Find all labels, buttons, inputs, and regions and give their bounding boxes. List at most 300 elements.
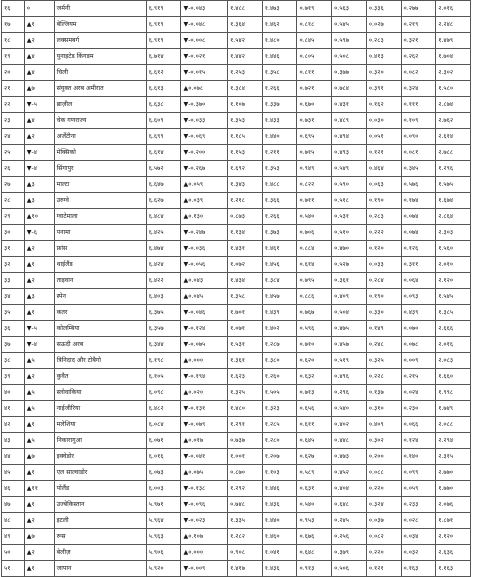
gdp-cell: ०.९०८ — [228, 545, 263, 561]
rank-cell: ५० — [2, 545, 25, 561]
generosity-cell: ०.०८८ — [366, 465, 401, 481]
generosity-cell: ०.२२२ — [366, 225, 401, 241]
gdp-cell: १.१०७ — [228, 97, 263, 113]
generosity-cell: ०.१६२ — [366, 97, 401, 113]
table-row — [2, 433, 471, 449]
country-name-cell: इक्वेडोर — [54, 449, 146, 465]
health-cell: ०.८८६ — [297, 289, 332, 305]
rank-change-cell: ▲१ — [24, 561, 54, 577]
score-change-cell: ▲०.०७५ — [181, 465, 228, 481]
freedom-cell: ०.४०९ — [332, 289, 367, 305]
social-support-cell: १.४३३ — [262, 113, 297, 129]
country-name-cell: सिंगापुर — [54, 161, 146, 177]
social-support-cell: १.५०५ — [262, 385, 297, 401]
generosity-cell: ०.३३६ — [366, 1, 401, 17]
score-change-cell: ▼-०.०४८ — [181, 17, 228, 33]
score-cell: ६.६१३ — [146, 81, 181, 97]
score-change-cell: ▼-०.००९ — [181, 561, 228, 577]
generosity-cell: ०.३३० — [366, 305, 401, 321]
table-row — [2, 305, 471, 321]
score-change-cell: ▼-०.२४७ — [181, 225, 228, 241]
rank-cell: २९ — [2, 209, 25, 225]
social-support-cell: १.२११ — [262, 145, 297, 161]
score-change-cell: ▼-०.०२१ — [181, 49, 228, 65]
social-support-cell: १.४६० — [262, 529, 297, 545]
table-row — [2, 81, 471, 97]
score-change-cell: ▼-०.०७५ — [181, 337, 228, 353]
country-name-cell: एल साल्वाडोर — [54, 465, 146, 481]
rank-change-cell: ▲५ — [24, 385, 54, 401]
rank-cell: ३८ — [2, 353, 25, 369]
generosity-cell: ०.३१० — [366, 401, 401, 417]
dystopia-cell: १.६६० — [436, 369, 471, 385]
health-cell: ०.६४५ — [297, 433, 332, 449]
generosity-cell: ०.०६३ — [366, 177, 401, 193]
dystopia-cell: २.१२० — [436, 273, 471, 289]
score-change-cell: ▲०.१३० — [181, 209, 228, 225]
social-support-cell: १.४४० — [262, 129, 297, 145]
health-cell: ०.८११ — [297, 65, 332, 81]
social-support-cell: १.२६६ — [262, 81, 297, 97]
social-support-cell: १.४८० — [262, 33, 297, 49]
rank-change-cell: ▼-५ — [24, 321, 54, 337]
rank-cell: २७ — [2, 177, 25, 193]
table-row — [2, 129, 471, 145]
health-cell: ०.६७६ — [297, 529, 332, 545]
rank-change-cell: ▲३ — [24, 177, 54, 193]
health-cell: ०.९४९ — [297, 161, 332, 177]
corruption-cell: ०.०७४ — [401, 209, 436, 225]
table-row — [2, 481, 471, 497]
dystopia-cell: २.७८८ — [436, 145, 471, 161]
score-change-cell: ▲०.१०७ — [181, 529, 228, 545]
dystopia-cell: १.५६० — [436, 241, 471, 257]
gdp-cell: १.६२३ — [228, 369, 263, 385]
rank-cell: २३ — [2, 113, 25, 129]
country-name-cell: चेक गणराज्य — [54, 113, 146, 129]
score-change-cell: ▼-०.२०० — [181, 145, 228, 161]
social-support-cell: १.१०३ — [262, 465, 297, 481]
health-cell: ०.५८९ — [297, 465, 332, 481]
table-row — [2, 417, 471, 433]
social-support-cell: १.४३९ — [262, 305, 297, 321]
freedom-cell: ०.४०४ — [332, 481, 367, 497]
dystopia-cell: २.१२० — [436, 529, 471, 545]
dystopia-cell: २.०१६ — [436, 337, 471, 353]
social-support-cell: १.४०२ — [262, 321, 297, 337]
health-cell: ०.५४० — [297, 497, 332, 513]
score-cell: ५.९७१ — [146, 497, 181, 513]
gdp-cell: १.४३४ — [228, 273, 263, 289]
dystopia-cell: २.०७६ — [436, 497, 471, 513]
dystopia-cell: २.८६४ — [436, 209, 471, 225]
gdp-cell: १.०७२ — [228, 257, 263, 273]
rank-change-cell: ▲५ — [24, 353, 54, 369]
table-row — [2, 289, 471, 305]
rank-change-cell: ▲१ — [24, 497, 54, 513]
rank-change-cell: ▲१ — [24, 17, 54, 33]
freedom-cell: ०.२९६ — [332, 385, 367, 401]
score-change-cell: ▼-०.०४६ — [181, 305, 228, 321]
freedom-cell: ०.४७० — [332, 241, 367, 257]
score-cell: ६.०७१ — [146, 433, 181, 449]
rank-change-cell: ▼-४ — [24, 145, 54, 161]
country-name-cell: थाईलैंड — [54, 257, 146, 273]
table-row — [2, 353, 471, 369]
score-cell: ६.६३८ — [146, 97, 181, 113]
social-support-cell: १.४४६ — [262, 49, 297, 65]
generosity-cell: ०.३२५ — [366, 353, 401, 369]
freedom-cell: ०.२४५ — [332, 513, 367, 529]
dystopia-cell: २.२९४ — [436, 433, 471, 449]
freedom-cell: ०.५९० — [332, 177, 367, 193]
social-support-cell: १.२८७ — [262, 337, 297, 353]
health-cell: ०.७२१ — [297, 81, 332, 97]
country-name-cell: कुवैत — [54, 369, 146, 385]
country-name-cell: ब्राज़ील — [54, 97, 146, 113]
corruption-cell: ०.१०९ — [401, 113, 436, 129]
table-body — [2, 1, 471, 577]
social-support-cell: १.३२३ — [262, 401, 297, 417]
generosity-cell: ०.०३३ — [366, 257, 401, 273]
score-cell: ६.९१९ — [146, 17, 181, 33]
social-support-cell: १.२६६ — [262, 209, 297, 225]
health-cell: ०.६३२ — [297, 369, 332, 385]
table-row — [2, 545, 471, 561]
table-row — [2, 145, 471, 161]
country-name-cell: कतर — [54, 305, 146, 321]
rank-cell: ३९ — [2, 369, 25, 385]
dystopia-cell: १.७४९ — [436, 401, 471, 417]
corruption-cell: ०.१११ — [401, 97, 436, 113]
country-name-cell: उरुग्वे — [54, 193, 146, 209]
dystopia-cell: २.६३६ — [436, 545, 471, 561]
health-cell: ०.६१४ — [297, 257, 332, 273]
score-cell: ६.९१९ — [146, 33, 181, 49]
corruption-cell: ०.००९ — [401, 353, 436, 369]
rank-cell: २२ — [2, 97, 25, 113]
score-cell: ५.९६४ — [146, 513, 181, 529]
social-support-cell: १.३५३ — [262, 161, 297, 177]
health-cell: ०.७१० — [297, 337, 332, 353]
table-row — [2, 273, 471, 289]
dystopia-cell: २.०१० — [436, 257, 471, 273]
freedom-cell: ०.३७७ — [332, 65, 367, 81]
rank-change-cell: ▲१ — [24, 305, 54, 321]
rank-change-cell: ▲२ — [24, 129, 54, 145]
health-cell: ०.७३१ — [297, 113, 332, 129]
social-support-cell: १.४५६ — [262, 257, 297, 273]
rank-change-cell: ▼-६ — [24, 225, 54, 241]
country-name-cell: कोलम्बिया — [54, 321, 146, 337]
dystopia-cell: २.८७४ — [436, 97, 471, 113]
rank-change-cell: ▲११ — [24, 481, 54, 497]
generosity-cell: ०.०२७ — [366, 17, 401, 33]
health-cell: ०.७१५ — [297, 145, 332, 161]
score-cell: ६.४०३ — [146, 289, 181, 305]
rank-change-cell: ▲७ — [24, 449, 54, 465]
dystopia-cell: २.०१६ — [436, 1, 471, 17]
rank-cell: ४९ — [2, 529, 25, 545]
table-row — [2, 161, 471, 177]
freedom-cell: ०.४४८ — [332, 433, 367, 449]
freedom-cell: ०.२५६ — [332, 529, 367, 545]
score-change-cell: ▼-०.१२४ — [181, 321, 228, 337]
freedom-cell: ०.५४९ — [332, 161, 367, 177]
health-cell: ०.८४५ — [297, 33, 332, 49]
rank-cell: २० — [2, 65, 25, 81]
health-cell: ०.५४० — [297, 209, 332, 225]
rank-cell: ४१ — [2, 401, 25, 417]
gdp-cell: १.१८५ — [228, 129, 263, 145]
score-cell: ६.५७२ — [146, 161, 181, 177]
score-change-cell: ▼-०.०४३ — [181, 1, 228, 17]
score-cell: ६.०८४ — [146, 417, 181, 433]
rank-change-cell: ▲५ — [24, 401, 54, 417]
rank-cell: ३१ — [2, 241, 25, 257]
corruption-cell: ०.३११ — [401, 257, 436, 273]
dystopia-cell: २.३०३ — [436, 225, 471, 241]
gdp-cell: १.२८२ — [228, 529, 263, 545]
social-support-cell: १.२६० — [262, 369, 297, 385]
table-row — [2, 209, 471, 225]
generosity-cell: ०.०३७ — [366, 513, 401, 529]
table-row — [2, 401, 471, 417]
score-cell: ६.३५७ — [146, 321, 181, 337]
gdp-cell: ०.७३७ — [228, 433, 263, 449]
generosity-cell: ०.१२० — [366, 241, 401, 257]
rank-change-cell: ० — [24, 1, 54, 17]
rank-cell: ३४ — [2, 289, 25, 305]
score-cell: ६.१०५ — [146, 369, 181, 385]
rank-cell: ४७ — [2, 497, 25, 513]
social-support-cell: १.४८८ — [262, 177, 297, 193]
gdp-cell: १.३८४ — [228, 81, 263, 97]
social-support-cell: १.३३७ — [262, 97, 297, 113]
dystopia-cell: २.३१५ — [436, 449, 471, 465]
score-cell: ६.३७५ — [146, 305, 181, 321]
country-name-cell: बेलीज़ — [54, 545, 146, 561]
gdp-cell: ०.८७३ — [228, 209, 263, 225]
corruption-cell: ०.०६६ — [401, 417, 436, 433]
gdp-cell: १.५४२ — [228, 33, 263, 49]
corruption-cell: ०.२६२ — [401, 49, 436, 65]
rank-change-cell: ▲१ — [24, 465, 54, 481]
score-cell: ६.६४७ — [146, 177, 181, 193]
rank-change-cell: ▲२ — [24, 241, 54, 257]
rank-cell: ३७ — [2, 337, 25, 353]
score-cell: ६.३४४ — [146, 337, 181, 353]
country-name-cell: त्रिनिदाद और टोबैगो — [54, 353, 146, 369]
freedom-cell: ०.४५७ — [332, 337, 367, 353]
health-cell: ०.७११ — [297, 193, 332, 209]
health-cell: ०.८१८ — [297, 17, 332, 33]
country-name-cell: माल्टा — [54, 177, 146, 193]
generosity-cell: ०.४०९ — [366, 417, 401, 433]
rank-cell: ३६ — [2, 321, 25, 337]
gdp-cell: १.७०१ — [228, 305, 263, 321]
score-change-cell: ▼-०.०१५ — [181, 65, 228, 81]
dystopia-cell: २.०८३ — [436, 353, 471, 369]
corruption-cell: ०.०७४ — [401, 225, 436, 241]
health-cell: ०.७९५ — [297, 273, 332, 289]
health-cell: ०.८२२ — [297, 177, 332, 193]
rank-cell: १७ — [2, 17, 25, 33]
corruption-cell: ०.२३० — [401, 401, 436, 417]
score-cell: ६.६९९ — [146, 129, 181, 145]
dystopia-cell: १.७७० — [436, 481, 471, 497]
table-row — [2, 33, 471, 49]
dystopia-cell: २.६६६ — [436, 321, 471, 337]
country-name-cell: मेक्सिको — [54, 145, 146, 161]
generosity-cell: ०.१९० — [366, 193, 401, 209]
score-change-cell: ▼-०.०४१ — [181, 449, 228, 465]
dystopia-cell: १.४७९ — [436, 33, 471, 49]
dystopia-cell: २.७७० — [436, 465, 471, 481]
health-cell: ०.६११ — [297, 417, 332, 433]
dystopia-cell: १.२९६ — [436, 161, 471, 177]
gdp-cell: १.०७१ — [228, 321, 263, 337]
country-name-cell: चिली — [54, 65, 146, 81]
gdp-cell: १.४१७ — [228, 561, 263, 577]
generosity-cell: ०.२८४ — [366, 273, 401, 289]
dystopia-cell: १.५४५ — [436, 289, 471, 305]
social-support-cell: १.४६१ — [262, 241, 297, 257]
score-change-cell: ▼-०.१९४ — [181, 369, 228, 385]
corruption-cell: ०.०८२ — [401, 65, 436, 81]
health-cell: ०.७०६ — [297, 225, 332, 241]
social-support-cell: १.४६२ — [262, 17, 297, 33]
social-support-cell: १.४३६ — [262, 497, 297, 513]
generosity-cell: ०.२४८ — [366, 337, 401, 353]
rank-change-cell: ▲४ — [24, 113, 54, 129]
freedom-cell: ०.५१० — [332, 225, 367, 241]
corruption-cell: ०.१२४ — [401, 433, 436, 449]
rank-cell: १९ — [2, 49, 25, 65]
freedom-cell: ०.४७५ — [332, 321, 367, 337]
score-cell: ६.४७४ — [146, 241, 181, 257]
corruption-cell: ०.०२४ — [401, 385, 436, 401]
social-support-cell: १.२८५ — [262, 417, 297, 433]
corruption-cell: ०.१६३ — [401, 561, 436, 577]
corruption-cell: ०.०७८ — [401, 337, 436, 353]
score-cell: ५.९०६ — [146, 545, 181, 561]
table-row — [2, 497, 471, 513]
social-support-cell: १.४३६ — [262, 561, 297, 577]
country-name-cell: बेल्जियम — [54, 17, 146, 33]
rank-change-cell: ▲२ — [24, 545, 54, 561]
health-cell: ०.६५६ — [297, 401, 332, 417]
score-cell: ५.९२० — [146, 561, 181, 577]
gdp-cell: १.३३५ — [228, 513, 263, 529]
country-name-cell: सऊदी अरब — [54, 337, 146, 353]
gdp-cell: ०.७४८ — [228, 497, 263, 513]
country-name-cell: उज्बेकिस्तान — [54, 497, 146, 513]
score-change-cell: ▼-०.३७० — [181, 97, 228, 113]
rank-change-cell: ▲२ — [24, 513, 54, 529]
generosity-cell: ०.३२० — [366, 65, 401, 81]
gdp-cell: १.६९२ — [228, 161, 263, 177]
rank-change-cell: ▲२ — [24, 273, 54, 289]
score-change-cell: ▼-०.०३३ — [181, 113, 228, 129]
gdp-cell: १.३६१ — [228, 353, 263, 369]
freedom-cell: ०.५१८ — [332, 193, 367, 209]
generosity-cell: ०.०५१ — [366, 129, 401, 145]
generosity-cell: ०.३२४ — [366, 497, 401, 513]
generosity-cell: ०.१२१ — [366, 561, 401, 577]
freedom-cell: ०.४३१ — [332, 97, 367, 113]
gdp-cell: ०.८७० — [228, 465, 263, 481]
rank-cell: २८ — [2, 193, 25, 209]
social-support-cell: १.२८० — [262, 433, 297, 449]
freedom-cell: ०.७८४ — [332, 81, 367, 97]
corruption-cell: ०.४३९ — [401, 305, 436, 321]
country-name-cell: मलेशिया — [54, 417, 146, 433]
gdp-cell: १.४८८ — [228, 1, 263, 17]
rank-cell: ४८ — [2, 513, 25, 529]
country-name-cell: लक्समबर्ग — [54, 33, 146, 49]
score-change-cell: ▼-०.०७९ — [181, 417, 228, 433]
rank-cell: १६ — [2, 1, 25, 17]
country-name-cell: इटली — [54, 513, 146, 529]
score-change-cell: ▲०.०३९ — [181, 193, 228, 209]
freedom-cell: ०.५६३ — [332, 1, 367, 17]
corruption-cell: ०.२१५ — [401, 369, 436, 385]
freedom-cell: ०.४९४ — [332, 129, 367, 145]
social-support-cell: १.३६६ — [262, 193, 297, 209]
generosity-cell: ०.२२० — [366, 481, 401, 497]
generosity-cell: ०.२२० — [366, 545, 401, 561]
score-change-cell: ▼-०.०५६ — [181, 257, 228, 273]
rank-change-cell: ▲३ — [24, 289, 54, 305]
health-cell: ०.९५३ — [297, 513, 332, 529]
country-name-cell: नाईजीरिया — [54, 401, 146, 417]
social-support-cell: १.४४० — [262, 513, 297, 529]
score-change-cell: ▼-०.१३८ — [181, 481, 228, 497]
rank-change-cell: ▲४ — [24, 49, 54, 65]
corruption-cell: ०.०२८ — [401, 513, 436, 529]
country-name-cell: रूस — [54, 529, 146, 545]
table-row — [2, 97, 471, 113]
score-cell: ६.४२२ — [146, 273, 181, 289]
generosity-cell: ०.१२१ — [366, 145, 401, 161]
corruption-cell: ०.०९० — [401, 129, 436, 145]
rank-cell: ४४ — [2, 449, 25, 465]
country-name-cell: अर्जेंटीना — [54, 129, 146, 145]
corruption-cell: ०.०९३ — [401, 289, 436, 305]
score-cell: ५.९६३ — [146, 529, 181, 545]
table-row — [2, 465, 471, 481]
score-cell: ६.४२५ — [146, 225, 181, 241]
rank-cell: ४२ — [2, 417, 25, 433]
gdp-cell: १.४८० — [228, 401, 263, 417]
score-change-cell: ▼-०.०६९ — [181, 129, 228, 145]
table-row — [2, 321, 471, 337]
freedom-cell: ०.५०४ — [332, 305, 367, 321]
health-cell: ०.६२० — [297, 353, 332, 369]
score-change-cell: ▼-०.२६७ — [181, 161, 228, 177]
table-row — [2, 449, 471, 465]
social-support-cell: १.३५८ — [262, 65, 297, 81]
social-support-cell: १.३८४ — [262, 273, 297, 289]
dystopia-cell: १.६७४ — [436, 193, 471, 209]
rank-cell: २५ — [2, 145, 25, 161]
social-support-cell: १.३७३ — [262, 225, 297, 241]
freedom-cell: ०.४७३ — [332, 449, 367, 465]
rank-change-cell: ▲१ — [24, 417, 54, 433]
rank-cell: ४५ — [2, 465, 25, 481]
table-row — [2, 561, 471, 577]
